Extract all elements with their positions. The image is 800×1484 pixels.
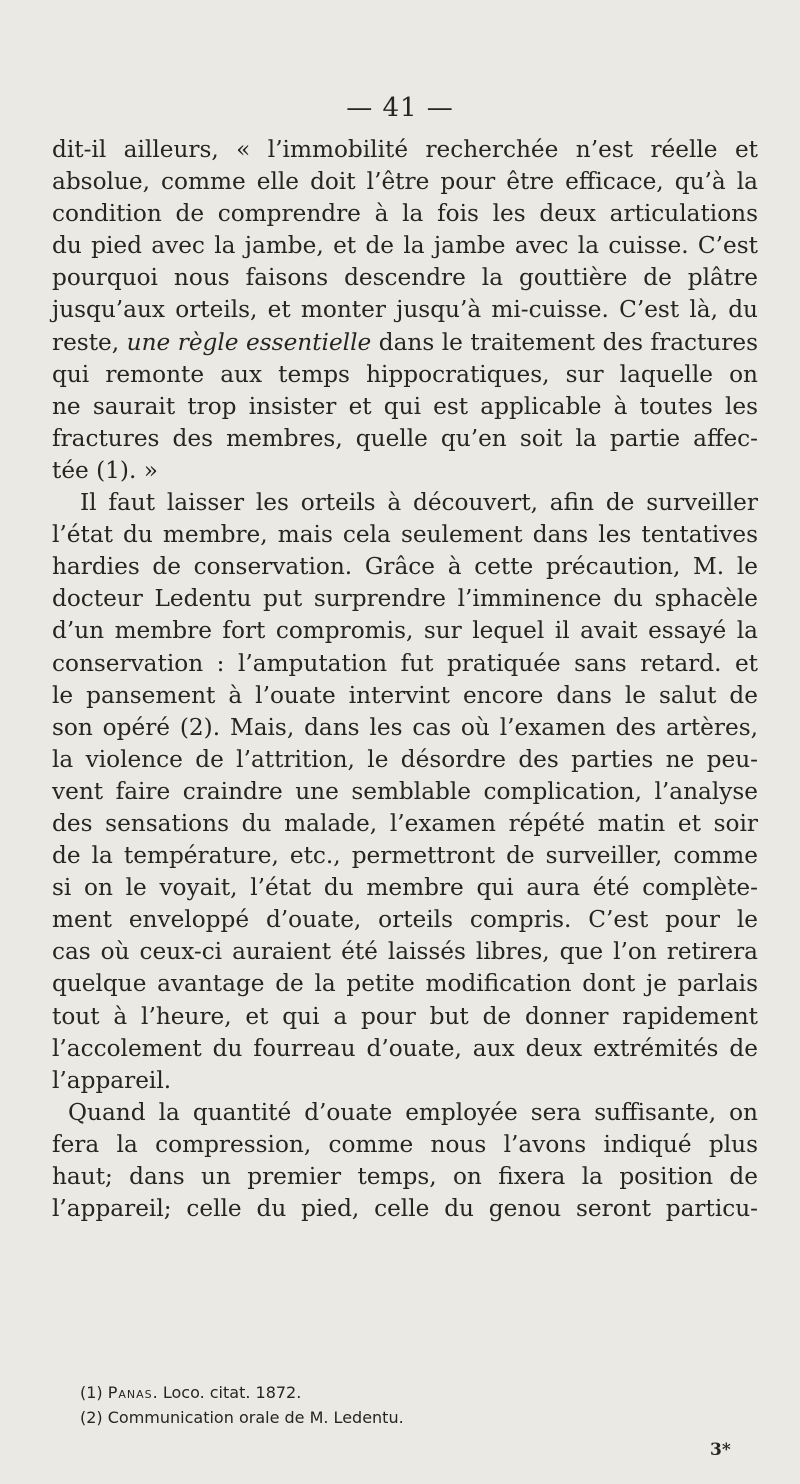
text-line: du pied avec la jambe, et de la jambe avec la cuisse. C’est [52, 232, 758, 260]
text-line: Quand la quantité d’ouate employée sera suffisante, on [68, 1098, 758, 1126]
text-line: vent faire craindre une semblable complication, l’analyse [52, 777, 758, 805]
text-line: docteur Ledentu put surprendre l’imminence du sphacèle [52, 585, 758, 613]
text-line: pourquoi nous faisons descendre la gouttière de plâtre [52, 264, 758, 292]
text-line: le pansement à l’ouate intervint encore dans le salut de [52, 681, 758, 709]
text-line: qui remonte aux temps hippocratiques, sur laquelle on [52, 360, 758, 388]
text-line: haut; dans un premier temps, on fixera la position de [52, 1163, 758, 1190]
footnote-author: Panas [107, 1383, 153, 1402]
text-segment: reste, [52, 328, 127, 356]
text-line: quelque avantage de la petite modification dont je parlais [52, 970, 758, 998]
footnote [80, 1405, 760, 1430]
text-line: hardies de conservation. Grâce à cette précaution, M. le [52, 553, 758, 581]
text-line: d’un membre fort compromis, sur lequel il avait essayé la [52, 617, 758, 645]
text-line: l’état du membre, mais cela seulement dans les tentatives [52, 521, 758, 549]
italic-phrase: une règle essentielle [126, 328, 372, 356]
footnotes [80, 1380, 760, 1430]
text-line: l’appareil; celle du pied, celle du genou seront particu- [52, 1195, 758, 1223]
footnote-marker: (2) [80, 1408, 108, 1427]
signature-mark: 3* [710, 1440, 731, 1460]
body-text [52, 134, 758, 1225]
text-line: cas où ceux-ci auraient été laissés libres, que l’on retirera [52, 938, 758, 966]
footnote-marker: (1) [80, 1383, 108, 1402]
text-line: condition de comprendre à la fois les deux articulations [52, 200, 758, 228]
text-line: fractures des membres, quelle qu’en soit la partie affec- [52, 424, 758, 452]
text-line: si on le voyait, l’état du membre qui aura été complète- [52, 874, 758, 902]
text-line: conservation : l’amputation fut pratiquée sans retard. et [52, 649, 758, 677]
footnote-text: . Loco. citat. 1872. [152, 1383, 302, 1402]
text-line: tout à l’heure, et qui a pour but de donner rapidement [52, 1002, 758, 1030]
text-line: l’accolement du fourreau d’ouate, aux deux extrémités de [52, 1034, 758, 1062]
text-line: fera la compression, comme nous l’avons indiqué plus [52, 1130, 758, 1158]
page-number: — 41 — [346, 93, 454, 123]
text-line: la violence de l’attrition, le désordre des parties ne peu- [52, 745, 758, 773]
text-line: son opéré (2). Mais, dans les cas où l’examen des artères, [52, 713, 758, 741]
text-line: dit-il ailleurs, « l’immobilité recherchée n’est réelle et [52, 136, 758, 163]
text-line [52, 327, 758, 359]
footnote [80, 1380, 760, 1405]
text-segment: dans le traitement des fractures [371, 328, 758, 356]
text-line: de la température, etc., permettront de surveiller, comme [52, 842, 758, 870]
text-line: Il faut laisser les orteils à découvert, afin de surveiller [80, 489, 758, 517]
text-line: ment enveloppé d’ouate, orteils compris. C’est pour le [52, 906, 758, 934]
text-line: absolue, comme elle doit l’être pour être efficace, qu’à la [52, 168, 758, 196]
text-line: ne saurait trop insister et qui est applicable à toutes les [52, 392, 758, 420]
text-line: tée (1). » [52, 456, 158, 484]
text-line: des sensations du malade, l’examen répété matin et soir [52, 809, 758, 837]
text-line: jusqu’aux orteils, et monter jusqu’à mi-cuisse. C’est là, du [52, 296, 758, 324]
text-line: l’appareil. [52, 1066, 172, 1094]
footnote-text: Communication orale de M. Ledentu. [107, 1408, 404, 1427]
